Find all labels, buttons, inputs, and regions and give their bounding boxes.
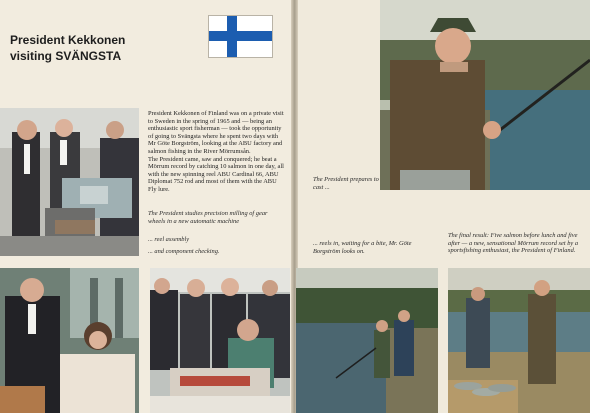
- caption-final-result: The final result: Five salmon before lunch and five after — a new, sensational Mörrum record set by a sportsfishing enthusiast, the President of Finland.: [448, 232, 579, 255]
- photo-final-result-salmon: [448, 268, 590, 413]
- photo-reels-in-river: [296, 268, 438, 413]
- caption-reels-in: ... reels in, waiting for a bite, Mr. Göte Borgström looks on.: [313, 240, 412, 255]
- flag-cross-horizontal: [209, 31, 272, 41]
- caption-component-checking: ... and component checking.: [148, 248, 220, 255]
- finnish-flag-icon: [208, 15, 273, 58]
- body-paragraph-1: President Kekkonen of Finland was on a private visit to Sweden in the spring of 1965 and — being an enthusiastic sport fisherman — took the opportunity of going to Svängsta where he spent two days with Mr Göte Borgström, looking at the ABU factory and salmon fishing in the River Mörrumsån.: [148, 110, 284, 155]
- article-title: [10, 32, 150, 64]
- caption-milling: The President studies precision milling of gear wheels in a new automatic machine: [148, 210, 268, 225]
- body-paragraph-2: The President came, saw and conquered; he beat a Mörrum record by catching 10 salmon in one day, all with the new spinning reel ABU Cardinal 66, ABU Diplomat 752 rod and most of them with the ABU Fly lure.: [148, 155, 284, 193]
- photo-milling-machine: [0, 108, 139, 256]
- photo-reel-assembly: [0, 268, 139, 413]
- photo-president-casting: [380, 0, 590, 190]
- photo-component-checking: [150, 268, 290, 413]
- title-line-1: President Kekkonen: [10, 33, 126, 47]
- article-body: [148, 110, 285, 194]
- title-line-2: visiting SVÄNGSTA: [10, 49, 122, 63]
- caption-reel-assembly: ... reel assembly: [148, 236, 190, 243]
- flag-cross-vertical: [227, 16, 237, 57]
- caption-prepares-cast: The President prepares to cast ...: [313, 176, 379, 191]
